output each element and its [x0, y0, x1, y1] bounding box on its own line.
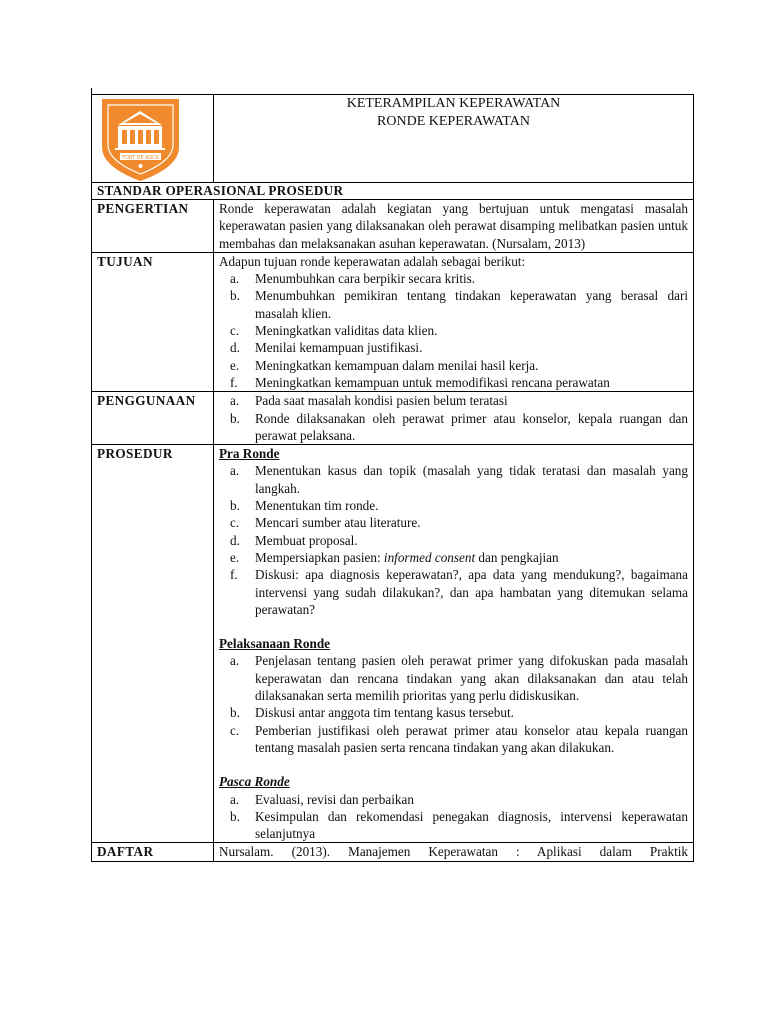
list-marker: a.: [230, 463, 240, 479]
logo-text: FORT DE KOCK: [122, 155, 159, 161]
list-item: [219, 514, 688, 531]
title-cell: [214, 95, 694, 183]
list-marker: b.: [230, 288, 240, 304]
penggunaan-row: [92, 392, 694, 445]
list-marker: b.: [230, 410, 240, 426]
logo-cell: [92, 95, 214, 183]
list-item-text: Menumbuhkan cara berpikir secara kritis.: [255, 271, 476, 287]
list-item-text: Menumbuhkan pemikiran tentang tindakan keperawatan yang berasal dari masalah klien.: [255, 288, 688, 321]
list-marker: a.: [230, 653, 240, 669]
sop-heading: STANDAR OPERASIONAL PROSEDUR: [92, 183, 694, 200]
list-marker: d.: [230, 532, 240, 548]
pra-ronde-heading: Pra Ronde: [219, 446, 280, 462]
list-marker: b.: [230, 808, 240, 824]
prosedur-row: [92, 445, 694, 843]
list-item-text: dan pengkajian: [475, 549, 559, 565]
list-item-text: Diskusi: apa diagnosis keperawatan?, apa data yang mendukung?, bagaimana intervensi yang sudah dilakukan?, dan apa hambatan yang ditemukan selama perawatan?: [255, 567, 688, 617]
tujuan-row: [92, 252, 694, 391]
list-marker: a.: [230, 791, 240, 807]
list-item-text: Kesimpulan dan rekomendasi penegakan diagnosis, intervensi keperawatan selanjutnya: [255, 808, 688, 842]
list-item: [219, 339, 688, 356]
sop-table: [91, 94, 694, 862]
pasca-ronde-list: [219, 791, 688, 843]
penggunaan-label: PENGGUNAAN: [92, 392, 214, 445]
list-item: [219, 270, 688, 287]
list-item-text: Ronde dilaksanakan oleh perawat primer atau konselor, kepala ruangan dan perawat pelaksana.: [255, 410, 688, 443]
daftar-text: Nursalam. (2013). Manajemen Keperawatan : Aplikasi dalam Praktik: [214, 843, 694, 861]
document-subtitle: RONDE KEPERAWATAN: [377, 114, 530, 129]
list-item: [219, 322, 688, 339]
section-gap: [219, 618, 688, 635]
list-marker: b.: [230, 498, 240, 514]
institution-logo: [98, 95, 183, 183]
list-marker: b.: [230, 705, 240, 721]
penggunaan-list: [219, 392, 688, 444]
list-item-text: Evaluasi, revisi dan perbaikan: [255, 791, 414, 807]
list-item-text: Pemberian justifikasi oleh perawat primer atau konselor atau kepala ruangan tentang masalah pasien serta rencana tindakan yang akan dilakukan.: [255, 722, 688, 755]
pasca-ronde-heading: Pasca Ronde: [219, 774, 290, 790]
list-item: [219, 791, 688, 808]
list-item-text: Mencari sumber atau literature.: [255, 515, 421, 531]
tujuan-list: [219, 270, 688, 391]
pengertian-label: PENGERTIAN: [92, 200, 214, 253]
list-item-text: Meningkatkan validitas data klien.: [255, 323, 438, 339]
list-item: [219, 704, 688, 721]
header-row: [92, 95, 694, 183]
list-marker: f.: [230, 374, 238, 390]
list-item: [219, 566, 688, 618]
list-item: [219, 722, 688, 757]
daftar-label: DAFTAR: [92, 843, 214, 861]
list-item: [219, 549, 688, 566]
list-item-text: Pada saat masalah kondisi pasien belum teratasi: [255, 393, 508, 409]
list-item: [219, 374, 688, 391]
list-item: [219, 287, 688, 322]
list-item: [219, 532, 688, 549]
list-item-text: Meningkatkan kemampuan untuk memodifikasi rencana perawatan: [255, 374, 610, 390]
penggunaan-content: [214, 392, 694, 445]
prosedur-label: PROSEDUR: [92, 445, 214, 843]
list-item: [219, 410, 688, 445]
pengertian-text: Ronde keperawatan adalah kegiatan yang bertujuan untuk mengatasi masalah keperawatan pasien yang dilaksanakan oleh perawat disamping melibatkan pasien untuk membahas dan melaksanakan asuhan keperawatan. (Nursalam, 2013): [214, 200, 694, 253]
list-marker: a.: [230, 393, 240, 409]
list-item-text: Membuat proposal.: [255, 532, 358, 548]
list-item-text: Menilai kemampuan justifikasi.: [255, 340, 423, 356]
pengertian-row: [92, 200, 694, 253]
tujuan-intro: Adapun tujuan ronde keperawatan adalah sebagai berikut:: [219, 253, 526, 269]
list-marker: c.: [230, 323, 240, 339]
list-marker: c.: [230, 515, 240, 531]
sop-heading-row: [92, 183, 694, 200]
list-marker: a.: [230, 271, 240, 287]
document-title: KETERAMPILAN KEPERAWATAN: [346, 96, 561, 111]
list-item: [219, 808, 688, 843]
daftar-row: [92, 843, 694, 861]
list-item-text: Menentukan tim ronde.: [255, 498, 379, 514]
list-item-text: Mempersiapkan pasien:: [255, 549, 384, 565]
prosedur-content: [214, 445, 694, 843]
list-marker: f.: [230, 567, 238, 583]
tujuan-content: [214, 252, 694, 391]
list-item: [219, 392, 688, 409]
list-marker: e.: [230, 549, 240, 565]
tujuan-label: TUJUAN: [92, 252, 214, 391]
list-item-text: Penjelasan tentang pasien oleh perawat primer yang difokuskan pada masalah keperawatan dan rencana tindakan yang akan dilaksanakan dan atau telah dilaksanakan serta memilih prioritas yang perlu didiskusikan.: [255, 653, 688, 704]
pra-ronde-list: [219, 462, 688, 618]
list-marker: d.: [230, 340, 240, 356]
pelaksanaan-ronde-heading: Pelaksanaan Ronde: [219, 636, 331, 652]
list-item: [219, 497, 688, 514]
list-item: [219, 462, 688, 497]
list-item-text: Meningkatkan kemampuan dalam menilai hasil kerja.: [255, 357, 539, 373]
italic-term: informed consent: [383, 549, 476, 565]
list-item-text: Menentukan kasus dan topik (masalah yang tidak teratasi dan masalah yang langkah.: [255, 463, 688, 496]
list-item: [219, 652, 688, 704]
pelaksanaan-ronde-list: [219, 652, 688, 756]
list-marker: e.: [230, 357, 240, 373]
list-marker: c.: [230, 722, 240, 738]
section-gap: [219, 756, 688, 773]
list-item: [219, 357, 688, 374]
list-item-text: Diskusi antar anggota tim tentang kasus tersebut.: [255, 705, 514, 721]
